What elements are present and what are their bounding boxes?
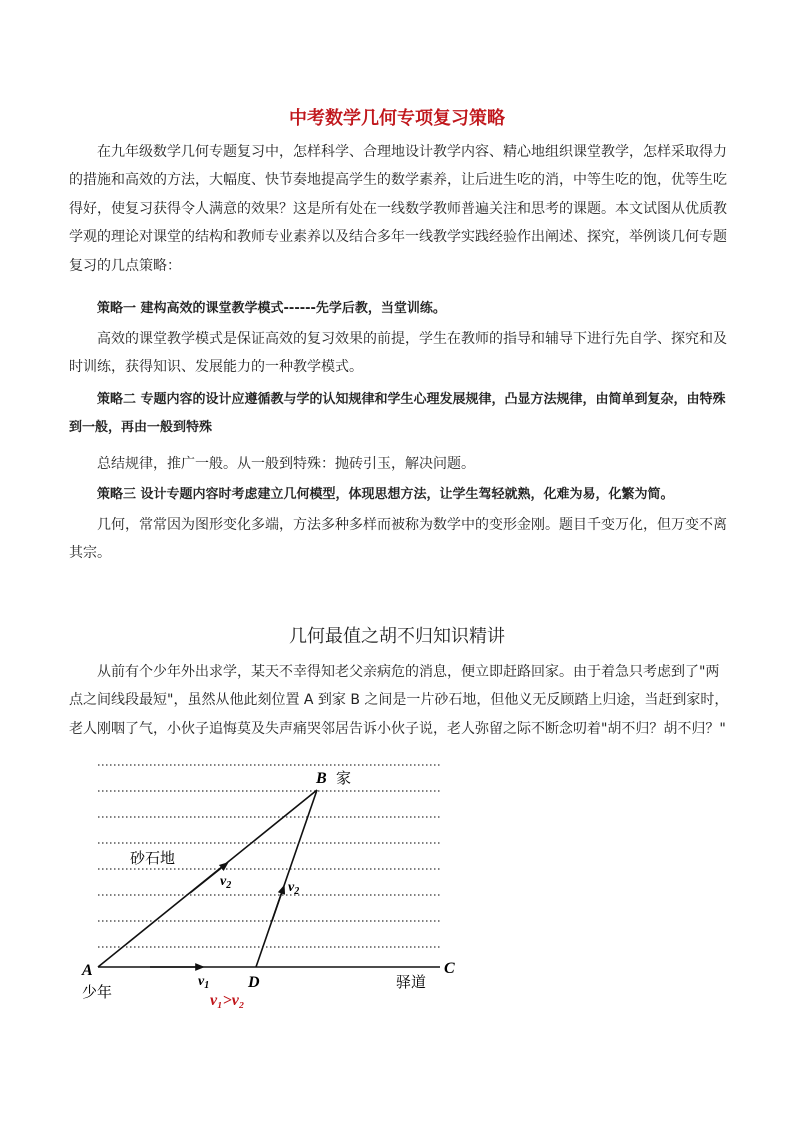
strategy3-heading: 策略三 设计专题内容时考虑建立几何模型，体现思想方法，让学生驾轻就熟，化难为易，化繁为简。 [97, 487, 674, 502]
point-A-label: A [82, 962, 93, 979]
road-label: 驿道 [396, 975, 427, 991]
hubugui-diagram [0, 755, 794, 1015]
strategy3-body: 几何，常常因为图形变化多端，方法多种多样而被称为数学中的变形金刚。题目千变万化，但万变不离其宗。 [69, 517, 727, 562]
strategy1-body: 高效的课堂教学模式是保证高效的复习效果的前提，学生在教师的指导和辅导下进行先自学、探究和及时训练，获得知识、发展能力的一种教学模式。 [69, 331, 727, 376]
strategy2-body: 总结规律，推广一般。从一般到特殊：抛砖引玉，解决问题。 [97, 456, 475, 472]
intro-paragraph: 在九年级数学几何专题复习中，怎样科学、合理地设计教学内容、精心地组织课堂教学，怎样采取得力的措施和高效的方法，大幅度、快节奏地提高学生的数学素养，让后进生吃的消，中等生吃的饱，优等生吃得好，使复习获得令人满意的效果？这是所有处在一线数学教师普遍关注和思考的课题。本文试图从优质教学观的理论对课堂的结构和教师专业素养以及结合多年一线教学实践经验作出阐述、探究，举例谈几何专题复习的几点策略： [69, 144, 727, 274]
gravel-label: 砂石地 [130, 851, 176, 867]
strategy1-heading: 策略一 建构高效的课堂教学模式------先学后教，当堂训练。 [97, 301, 446, 316]
youth-label: 少年 [82, 985, 113, 1001]
strategy2-heading: 策略二 专题内容的设计应遵循教与学的认知规律和学生心理发展规律，凸显方法规律，由简单到复杂，由特殊到一般，再由一般到特殊 [69, 392, 726, 436]
point-D-label: D [248, 974, 260, 991]
home-label: 家 [336, 771, 352, 787]
section2-title: 几何最值之胡不归知识精讲 [289, 626, 505, 647]
story-paragraph: 从前有个少年外出求学，某天不幸得知老父亲病危的消息，便立即赶路回家。由于着急只考虑到了"两点之间线段最短"，虽然从他此刻位置 A 到家 B 之间是一片砂石地，但他义无反顾踏上归途，当赶到家时，老人刚咽了气，小伙子追悔莫及失声痛哭邻居告诉小伙子说，老人弥留之际不断念叨着"胡不归？胡不归？" [69, 664, 729, 737]
point-C-label: C [444, 960, 455, 977]
speed-v1-label: $v_1$ [198, 974, 210, 991]
speed-v2-db-label: $v_2$ [288, 880, 300, 897]
speed-condition-label: v₁>v₂ [210, 992, 245, 1009]
speed-v2-ab-label: $v_2$ [220, 874, 232, 891]
document-title: 中考数学几何专项复习策略 [289, 108, 505, 129]
point-B-label: B [316, 770, 327, 787]
arrow-v2-DB [272, 889, 283, 921]
